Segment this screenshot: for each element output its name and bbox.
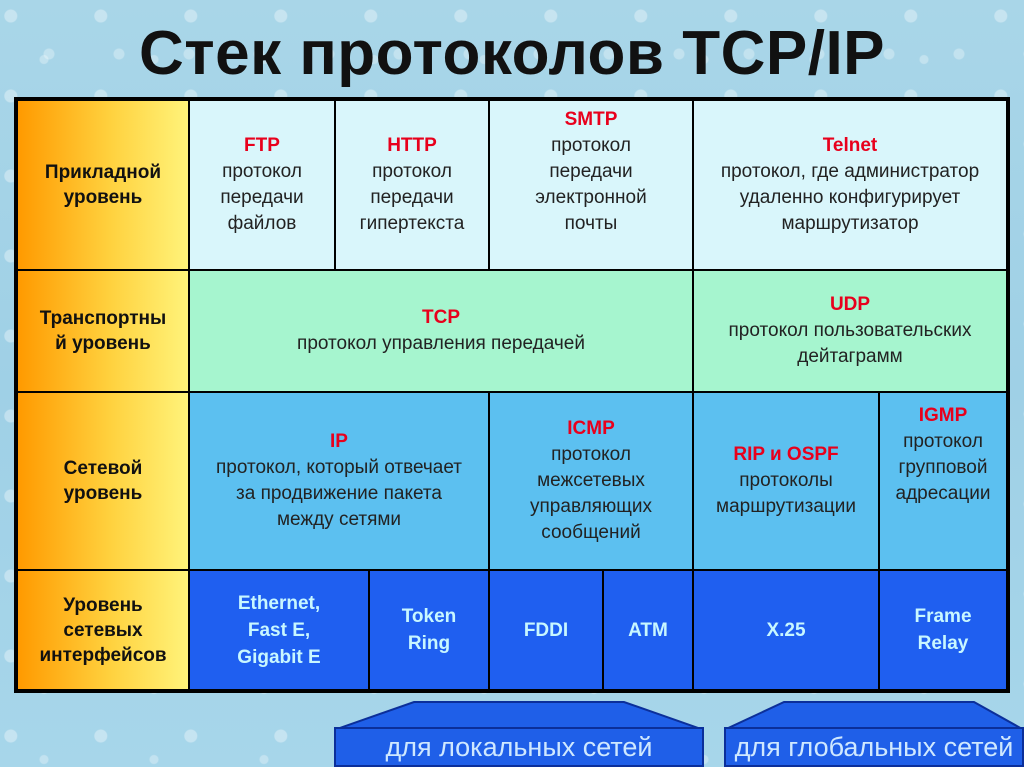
interface-line: Fast E,: [247, 619, 311, 641]
level-label-line: интерфейсов: [39, 644, 167, 666]
protocol-desc-line: почты: [564, 213, 618, 234]
protocol-udp: [693, 270, 1007, 392]
interface-line: Gigabit E: [237, 646, 321, 668]
protocol-desc-line: групповой: [898, 457, 988, 478]
protocol-desc-line: маршрутизации: [716, 496, 856, 517]
global-networks-label: для глобальных сетей: [724, 727, 1024, 767]
level-label-line: уровень: [63, 483, 143, 504]
protocol-desc-line: управляющих: [530, 496, 652, 517]
protocol-desc-line: гипертекста: [359, 213, 465, 234]
protocol-name: HTTP: [387, 135, 437, 156]
local-networks-label: для локальных сетей: [334, 727, 704, 767]
protocol-desc-line: протокол, где администратор: [720, 161, 980, 182]
protocol-desc-line: протокол: [222, 161, 302, 182]
protocol-telnet: [693, 100, 1007, 270]
protocol-desc-line: протоколы: [739, 470, 833, 491]
protocol-desc-line: передачи: [220, 187, 304, 208]
level-network: [17, 392, 189, 570]
protocol-name: IGMP: [918, 405, 968, 426]
protocol-desc-line: протокол, который отвечает: [216, 457, 462, 478]
protocol-desc-line: протокол: [551, 135, 631, 156]
interface-line: Token: [401, 606, 457, 627]
protocol-tcp: [189, 270, 693, 392]
protocol-desc-line: между сетями: [276, 509, 402, 530]
protocol-name: UDP: [829, 294, 871, 315]
protocol-http: [335, 100, 489, 270]
interface-line: X.25: [766, 619, 806, 641]
level-label-line: уровень: [63, 187, 143, 208]
protocol-desc-line: протокол: [903, 431, 983, 452]
interface-line: ATM: [628, 619, 668, 641]
protocol-name: TCP: [422, 307, 460, 328]
protocol-desc-line: дейтаграмм: [797, 346, 903, 367]
protocol-name: SMTP: [564, 109, 618, 130]
interface-ethernet: [189, 570, 369, 690]
protocol-name: Telnet: [822, 135, 878, 156]
interface-line: FDDI: [523, 619, 569, 641]
interface-line: Ring: [407, 633, 451, 654]
protocol-desc-line: протокол управления передачей: [297, 333, 585, 354]
level-label-line: Уровень: [63, 594, 143, 616]
protocol-desc-line: передачи: [549, 161, 633, 182]
interface-line: Relay: [917, 633, 969, 654]
interface-frame-relay: [879, 570, 1007, 690]
protocol-stack-table: [14, 97, 1010, 693]
level-application: [17, 100, 189, 270]
level-label-line: Транспортны: [39, 308, 167, 329]
local-networks-arrow: [334, 700, 704, 730]
global-networks-arrow: [724, 700, 1024, 730]
interface-x25: [693, 570, 879, 690]
protocol-name: FTP: [244, 135, 280, 156]
interface-line: Ethernet,: [237, 592, 321, 614]
protocol-desc-line: за продвижение пакета: [236, 483, 442, 504]
protocol-desc-line: передачи: [370, 187, 454, 208]
protocol-desc-line: файлов: [227, 213, 297, 234]
protocol-desc-line: удаленно конфигурирует: [739, 187, 961, 208]
level-label-line: сетевых: [63, 619, 143, 641]
level-label-line: й уровень: [55, 333, 151, 354]
level-transport: [17, 270, 189, 392]
level-interface: [17, 570, 189, 690]
protocol-desc-line: адресации: [895, 483, 991, 504]
protocol-name: ICMP: [567, 418, 615, 439]
protocol-igmp: [879, 392, 1007, 570]
interface-atm: [603, 570, 693, 690]
protocol-desc-line: межсетевых: [537, 470, 645, 491]
protocol-rip-ospf: [693, 392, 879, 570]
interface-token-ring: [369, 570, 489, 690]
protocol-name: IP: [330, 431, 348, 452]
level-label-line: Сетевой: [63, 458, 143, 479]
interface-fddi: [489, 570, 603, 690]
protocol-desc-line: протокол: [551, 444, 631, 465]
protocol-desc-line: электронной: [535, 187, 647, 208]
protocol-ip: [189, 392, 489, 570]
protocol-desc-line: маршрутизатор: [781, 213, 919, 234]
protocol-desc-line: протокол пользовательских: [728, 320, 972, 341]
protocol-ftp: [189, 100, 335, 270]
protocol-desc-line: сообщений: [541, 522, 641, 543]
interface-line: Frame: [914, 606, 972, 627]
level-label-line: Прикладной: [44, 162, 162, 183]
page-title: Стек протоколов TCP/IP: [138, 19, 886, 88]
protocol-smtp: [489, 100, 693, 270]
protocol-icmp: [489, 392, 693, 570]
protocol-name: RIP и OSPF: [733, 444, 839, 465]
protocol-desc-line: протокол: [372, 161, 452, 182]
